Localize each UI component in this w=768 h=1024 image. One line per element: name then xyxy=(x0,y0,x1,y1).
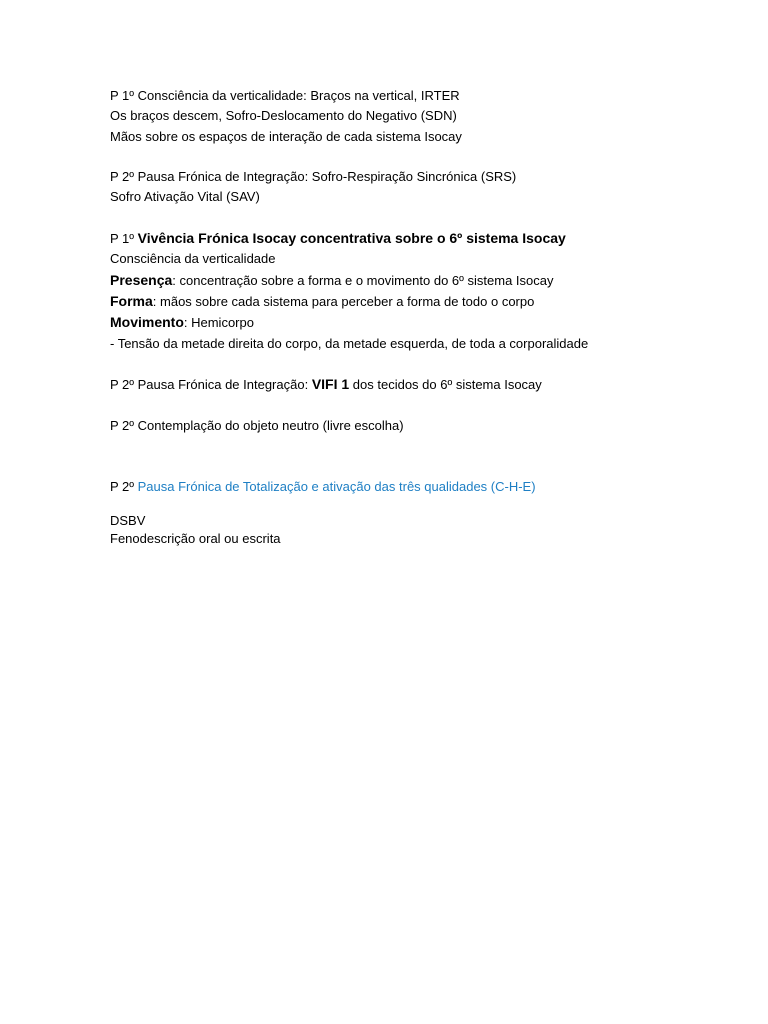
paragraph-srs: P 2º Pausa Frónica de Integração: Sofro-Respiração Sincrónica (SRS) xyxy=(110,169,517,185)
heading-vivencia xyxy=(110,228,710,249)
term-movimento: Movimento xyxy=(110,314,184,331)
totalizacao-highlight: Pausa Frónica de Totalização e ativação das três qualidades (C-H-E) xyxy=(137,479,536,495)
paragraph-contemplacao: P 2º Contemplação do objeto neutro (livre escolha) xyxy=(110,417,404,433)
paragraph-verticality-awareness: Consciência da verticalidade xyxy=(110,251,276,267)
spacer xyxy=(110,147,710,167)
spacer xyxy=(110,436,710,477)
paragraph-totalizacao xyxy=(110,477,710,497)
document-content xyxy=(110,86,710,548)
paragraph-vifi xyxy=(110,374,710,395)
spacer xyxy=(110,395,710,415)
paragraph-presenca xyxy=(110,270,710,291)
text-forma: : mãos sobre cada sistema para perceber a forma de todo o corpo xyxy=(152,293,535,309)
vifi-prefix: P 2º Pausa Frónica de Integração: xyxy=(110,377,312,393)
paragraph-sav: Sofro Ativação Vital (SAV) xyxy=(110,189,260,205)
paragraph-dsbv: DSBV xyxy=(110,513,146,529)
paragraph-fenodescricao: Fenodescrição oral ou escrita xyxy=(110,531,281,547)
spacer xyxy=(110,208,710,228)
text-movimento: : Hemicorpo xyxy=(183,315,254,331)
paragraph-verticality: P 1º Consciência da verticalidade: Braços na vertical, IRTER xyxy=(110,88,460,103)
totalizacao-prefix: P 2º xyxy=(110,479,138,495)
paragraph-hands-spaces: Mãos sobre os espaços de interação de cada sistema Isocay xyxy=(110,128,462,144)
heading-vivencia-prefix: P 1º xyxy=(110,231,138,247)
spacer xyxy=(110,497,710,512)
paragraph-tensao: - Tensão da metade direita do corpo, da metade esquerda, de toda a corporalidade xyxy=(110,335,589,351)
vifi-suffix: dos tecidos do 6º sistema Isocay xyxy=(349,377,542,393)
paragraph-movimento xyxy=(110,312,710,333)
paragraph-arms-descend: Os braços descem, Sofro-Deslocamento do Negativo (SDN) xyxy=(110,108,457,124)
paragraph-forma xyxy=(110,291,710,312)
vifi-emphasis: VIFI 1 xyxy=(311,376,350,393)
spacer xyxy=(110,354,710,374)
term-presenca: Presença xyxy=(110,271,173,288)
text-presenca: : concentração sobre a forma e o movimento do 6º sistema Isocay xyxy=(172,272,554,288)
heading-vivencia-title: Vivência Frónica Isocay concentrativa sobre o 6º sistema Isocay xyxy=(137,230,566,247)
term-forma: Forma xyxy=(110,292,153,309)
